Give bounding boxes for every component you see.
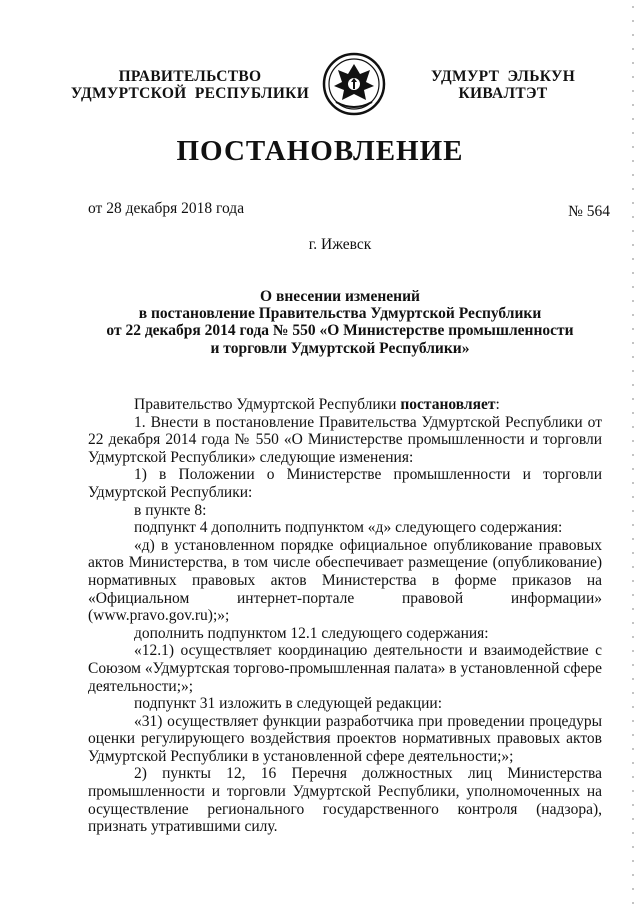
intro-verb: постановляет: [400, 396, 496, 413]
issuer-name-russian: [60, 68, 320, 102]
paragraph-4: подпункт 4 дополнить подпунктом «д» следующего содержания:: [134, 519, 563, 537]
subject-line-3: от 22 декабря 2014 года № 550 «О Министерстве промышленности: [106, 322, 574, 340]
paragraph-3: в пункте 8:: [134, 501, 207, 519]
issuer-line-1: ПРАВИТЕЛЬСТВО: [118, 68, 262, 85]
document-body: [88, 396, 602, 836]
document-city: г. Ижевск: [308, 236, 372, 253]
issuer-name-udmurt: [408, 68, 598, 102]
intro-suffix: :: [495, 396, 500, 413]
issuer-line-2: УДМУРТСКОЙ РЕСПУБЛИКИ: [70, 85, 310, 102]
subject-line-4: и торговли Удмуртской Республики»: [210, 339, 470, 357]
subject-line-2: в постановление Правительства Удмуртской Республики: [138, 305, 542, 323]
paragraph-9: «31) осуществляет функции разработчика при проведении процедуры оценки регулирующего воздействия проектов нормативных правовых актов Удмуртской Республики в установленной сфере деятельности;»;: [88, 712, 602, 765]
paragraph-5: «д) в установленном порядке официальное опубликование правовых актов Министерства, в том числе обеспечивает размещение (опубликование) нормативных правовых актов Министерства в форме приказов на «Официальном интернет-портале правовой информации» (www.pravo.gov.ru);»;: [88, 536, 602, 625]
intro-prefix: Правительство Удмуртской Республики: [134, 396, 401, 413]
paragraph-2: 1) в Положении о Министерстве промышленности и торговли Удмуртской Республики:: [88, 466, 602, 501]
document-date: от 28 декабря 2018 года: [88, 200, 245, 217]
paragraph-8: подпункт 31 изложить в следующей редакции:: [134, 695, 443, 713]
subject-line-1: О внесении изменений: [260, 288, 420, 305]
paragraph-7: «12.1) осуществляет координацию деятельности и взаимодействие с Союзом «Удмуртская торгово-промышленная палата» в установленной сфере деятельности;»;: [88, 642, 602, 695]
issuer-udmurt-line-1: УДМУРТ ЭЛЬКУН: [430, 68, 576, 85]
intro-paragraph: [88, 396, 602, 414]
issuer-udmurt-line-2: КИВАЛТЭТ: [458, 85, 548, 102]
paragraph-10: 2) пункты 12, 16 Перечня должностных лиц Министерства промышленности и торговли Удмуртской Республики, уполномоченных на осуществление регионального государственного контроля (надзора), признать утратившими силу.: [88, 765, 602, 836]
coat-of-arms-icon: [322, 52, 386, 116]
document-title: ПОСТАНОВЛЕНИЕ: [176, 135, 464, 167]
paragraph-6: дополнить подпунктом 12.1 следующего содержания:: [134, 624, 489, 642]
document-subject: [80, 288, 600, 357]
document-number: № 564: [568, 203, 610, 220]
paragraph-1: 1. Внести в постановление Правительства Удмуртской Республики от 22 декабря 2014 года № 550 «О Министерстве промышленности и торговли Удмуртской Республики» следующие изменения:: [88, 413, 602, 466]
